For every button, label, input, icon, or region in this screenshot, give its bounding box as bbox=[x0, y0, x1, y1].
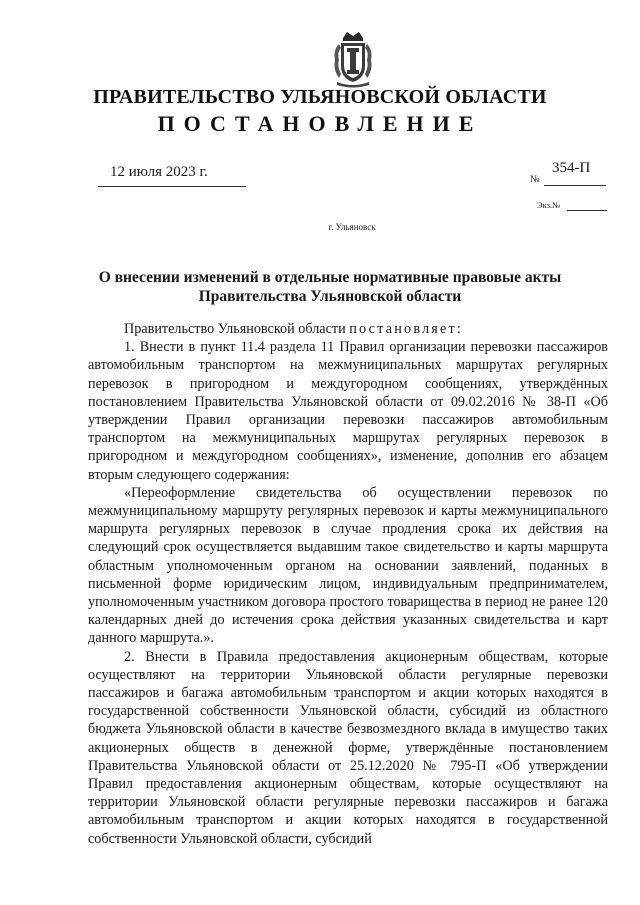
city-name: г. Ульяновск bbox=[328, 222, 376, 232]
paragraph-2-quote: «Переоформление свидетельства об осуществлении перевозок по межмуниципальному маршруту регулярных перевозок и карты межмуниципального маршрута регулярных перевозок в случае продления срока их действия на следующий срок осуществляется выдавшим такое свидетельство и карты маршрута областным уполномоченным органом на основании заявлений, поданных в письменной форме юридическим лицом, индивидуальным предпринимателем, уполномоченным участником договора простого товарищества в период не ранее 120 календарных дней до истечения срока действия указанных свидетельства и карт данного маршрута.». bbox=[88, 484, 608, 647]
copy-number-block bbox=[537, 200, 609, 214]
document-title-line-1: О внесении изменений в отдельные нормативные правовые акты bbox=[98, 269, 562, 286]
copy-number-underline bbox=[567, 210, 607, 211]
document-title bbox=[60, 268, 600, 306]
intro-lead: Правительство Ульяновской области bbox=[124, 321, 350, 337]
number-label: № bbox=[530, 174, 540, 185]
document-number: 354-П bbox=[552, 160, 591, 176]
organization-title: ПРАВИТЕЛЬСТВО УЛЬЯНОВСКОЙ ОБЛАСТИ bbox=[93, 86, 547, 108]
copy-number-label: Экз.№ bbox=[537, 200, 561, 210]
intro-verb: постановляет: bbox=[349, 321, 464, 337]
document-date: 12 июля 2023 г. bbox=[110, 164, 208, 180]
number-underline bbox=[544, 185, 606, 186]
intro-paragraph bbox=[88, 320, 608, 338]
document-type-heading: ПОСТАНОВЛЕНИЕ bbox=[157, 111, 483, 136]
date-underline bbox=[98, 186, 246, 187]
document-number-block bbox=[530, 160, 610, 192]
document-body bbox=[88, 320, 608, 848]
document-title-line-2: Правительства Ульяновской области bbox=[198, 288, 462, 305]
paragraph-1: 1. Внести в пункт 11.4 раздела 11 Правил организации перевозки пассажиров автомобильным транспортом на межмуниципальных маршрутах регулярных перевозок в пригородном и междугородном сообщениях, утверждённых постановлением Правительства Ульяновской области от 09.02.2016 № 38-П «Об утверждении Правил организации перевозки пассажиров автомобильным транспортом на межмуниципальных маршрутах регулярных перевозок в пригородном и междугородном сообщениях», изменение, дополнив его абзацем вторым следующего содержания: bbox=[88, 339, 608, 483]
date-block bbox=[110, 164, 245, 181]
paragraph-3: 2. Внести в Правила предоставления акционерным обществам, которые осуществляют на территории Ульяновской области регулярные перевозки пассажиров и багажа автомобильным транспортом и акции которых находятся в государственной собственности Ульяновской области, субсидий из областного бюджета Ульяновской области в качестве безвозмездного вклада в имущество таких акционерных обществ в денежной форме, утверждённые постановлением Правительства Ульяновской области от 25.12.2020 № 795-П «Об утверждении Правил предоставления акционерным обществам, которые осуществляют на территории Ульяновской области регулярные перевозки пассажиров и багажа автомобильным транспортом и акции которых находятся в государственной собственности Ульяновской области, субсидий bbox=[88, 648, 608, 847]
coat-of-arms-icon bbox=[329, 30, 377, 88]
